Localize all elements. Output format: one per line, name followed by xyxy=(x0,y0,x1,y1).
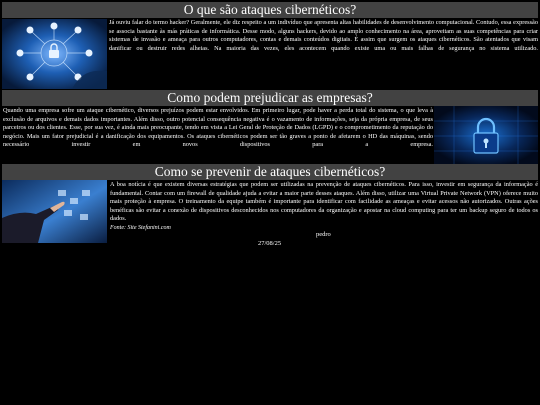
author-name: pedro xyxy=(316,231,331,238)
section-body-3-text: A boa notícia é que existem diversas estratégias que podem ser utilizadas na prevenção de ataques cibernéticos. Para isso, investir em segurança da informação é fundamental. Contar com um firewall de qualidade ajuda a evitar a maior parte desses ataques. Além disso, utilizar uma Virtual Private Network (VPN) oferece muito mais proteção à empresa. O treinamento da equipe também é importante para identificar com facilidade as ameaças e evitar acessos não autorizados. Outras ações benéficas são evitar a conexão de dispositivos desconhecidos nos computadores da organização e apostar na cloud computing para ter um backup seguro de todos os dados. xyxy=(110,181,538,223)
section-body-2: Quando uma empresa sofre um ataque cibernético, diversos prejuízos podem estar envolvidos. Em primeiro lugar, pode haver a perda total do sistema, o que leva à exclusão de arquivos e demais dados importantes. Além disso, outro potencial consequência negativa é o vazamento de informações, seja da própria empresa, de seus parceiros ou dos clientes. Esse, por sua vez, é ainda mais preocupante, tendo em vista a Lei Geral de Proteção de Dados (LGPD) e o comprometimento da reputação do negócio. Mais um fator prejudicial é a danificação dos equipamentos. Os ataques cibernéticos podem ser tão graves a ponto de afetarem o HD das máquinas, sendo necessário investir em novos dispositivos para a empresa. xyxy=(3,107,433,149)
cyber-security-network-image xyxy=(2,19,107,89)
section-1 xyxy=(2,19,538,89)
hand-touching-screen-image xyxy=(2,180,107,243)
image-source-credit: Fonte: Site Stefanini.com xyxy=(110,224,171,231)
page xyxy=(2,2,538,243)
section-2 xyxy=(2,107,538,163)
section-heading-3: Como se prevenir de ataques cibernéticos? xyxy=(2,164,538,180)
digital-padlock-image xyxy=(434,106,538,164)
section-heading-2: Como podem prejudicar as empresas? xyxy=(2,90,538,106)
section-3 xyxy=(2,181,538,243)
section-body-3 xyxy=(110,181,538,233)
section-body-1: Já ouviu falar do termo hacker? Geralmente, ele diz respeito a um indivíduo que apresenta altas habilidades de desenvolvimento computacional. Contudo, essa expressão se associa bastante às más práticas de informática. Desse modo, alguns hackers, devido ao amplo conhecimento na área, aproveitam as suas competências para criar sistemas de invasão e ameaça para outros computadores, contas e demais conteúdos digitais. É assim que surgem os ataques cibernéticos. São atentados que visam danificar ou destruir redes alheias. Na maioria das vezes, eles acontecem quando existe uma ou mais falhas de segurança no sistema utilizado. xyxy=(109,19,538,52)
section-heading-1: O que são ataques cibernéticos? xyxy=(2,2,538,18)
publish-date: 27/08/25 xyxy=(258,240,282,247)
